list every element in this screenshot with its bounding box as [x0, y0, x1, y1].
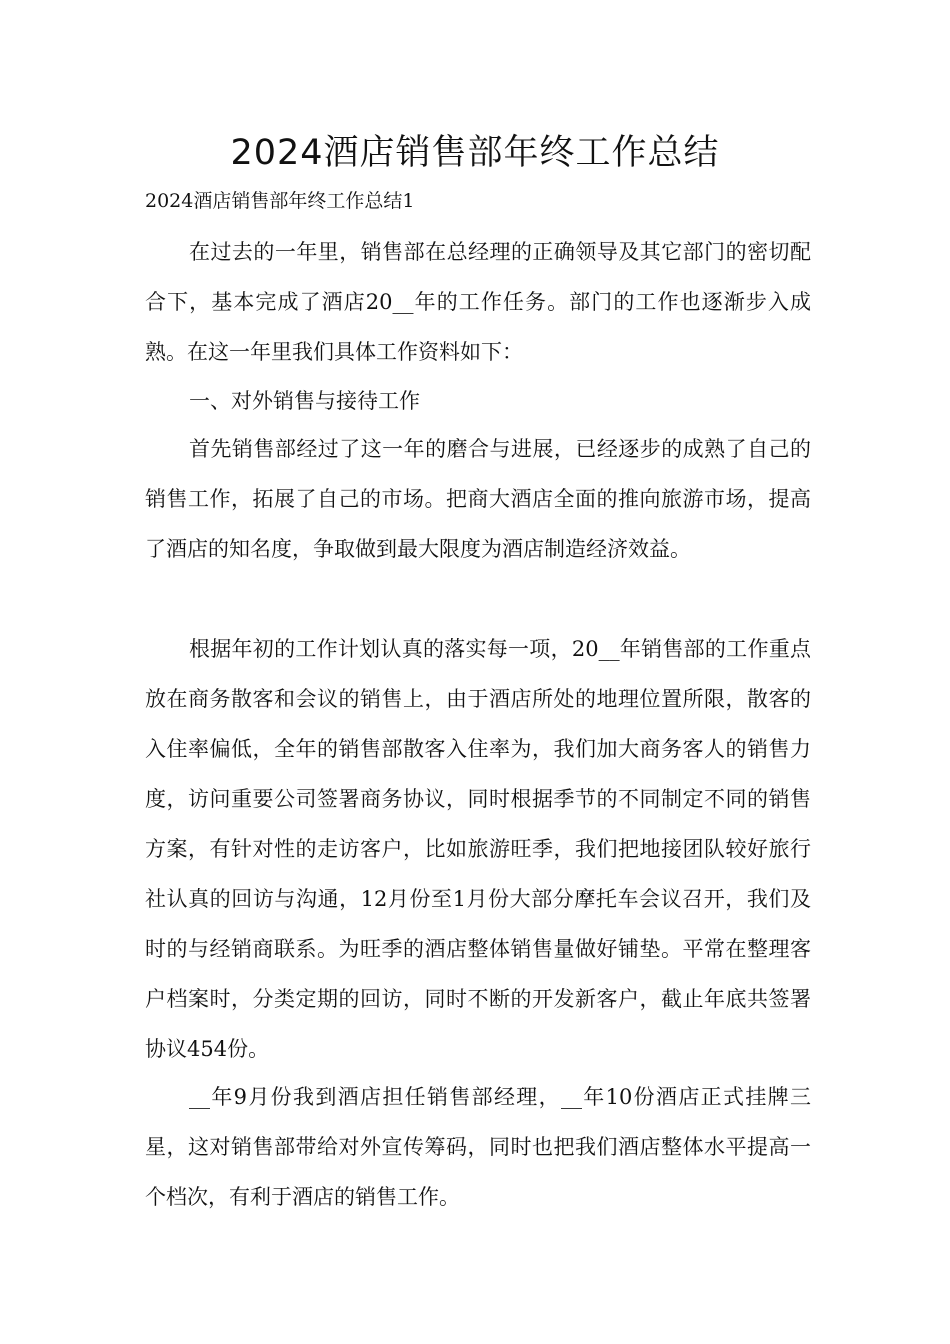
sales-paragraph-2: 根据年初的工作计划认真的落实每一项，20__年销售部的工作重点放在商务散客和会议的销售上，由于酒店所处的地理位置所限，散客的入住率偏低，全年的销售部散客入住率为，我们加大商务客人的销售力度，访问重要公司签署商务协议，同时根据季节的不同制定不同的销售方案，有针对性的走访客户，比如旅游旺季，我们把地接团队较好旅行社认真的回访与沟通，12月份至1月份大部分摩托车会议召开，我们及时的与经销商联系。为旺季的酒店整体销售量做好铺垫。平常在整理客户档案时，分类定期的回访，同时不断的开发新客户，截止年底共签署协议454份。 — [145, 637, 811, 1061]
sales-paragraph-3: __年9月份我到酒店担任销售部经理，__年10份酒店正式挂牌三星，这对销售部带给对外宣传筹码，同时也把我们酒店整体水平提高一个档次，有利于酒店的销售工作。 — [145, 1085, 811, 1209]
section-heading-external-sales: 一、对外销售与接待工作 — [189, 389, 420, 413]
document-subtitle: 2024酒店销售部年终工作总结1 — [145, 190, 415, 212]
intro-paragraph: 在过去的一年里，销售部在总经理的正确领导及其它部门的密切配合下，基本完成了酒店20__年的工作任务。部门的工作也逐渐步入成熟。在这一年里我们具体工作资料如下： — [145, 240, 811, 364]
document-title: 2024酒店销售部年终工作总结 — [230, 133, 720, 173]
sales-paragraph-1: 首先销售部经过了这一年的磨合与进展，已经逐步的成熟了自己的销售工作，拓展了自己的市场。把商大酒店全面的推向旅游市场，提高了酒店的知名度，争取做到最大限度为酒店制造经济效益。 — [145, 437, 811, 561]
